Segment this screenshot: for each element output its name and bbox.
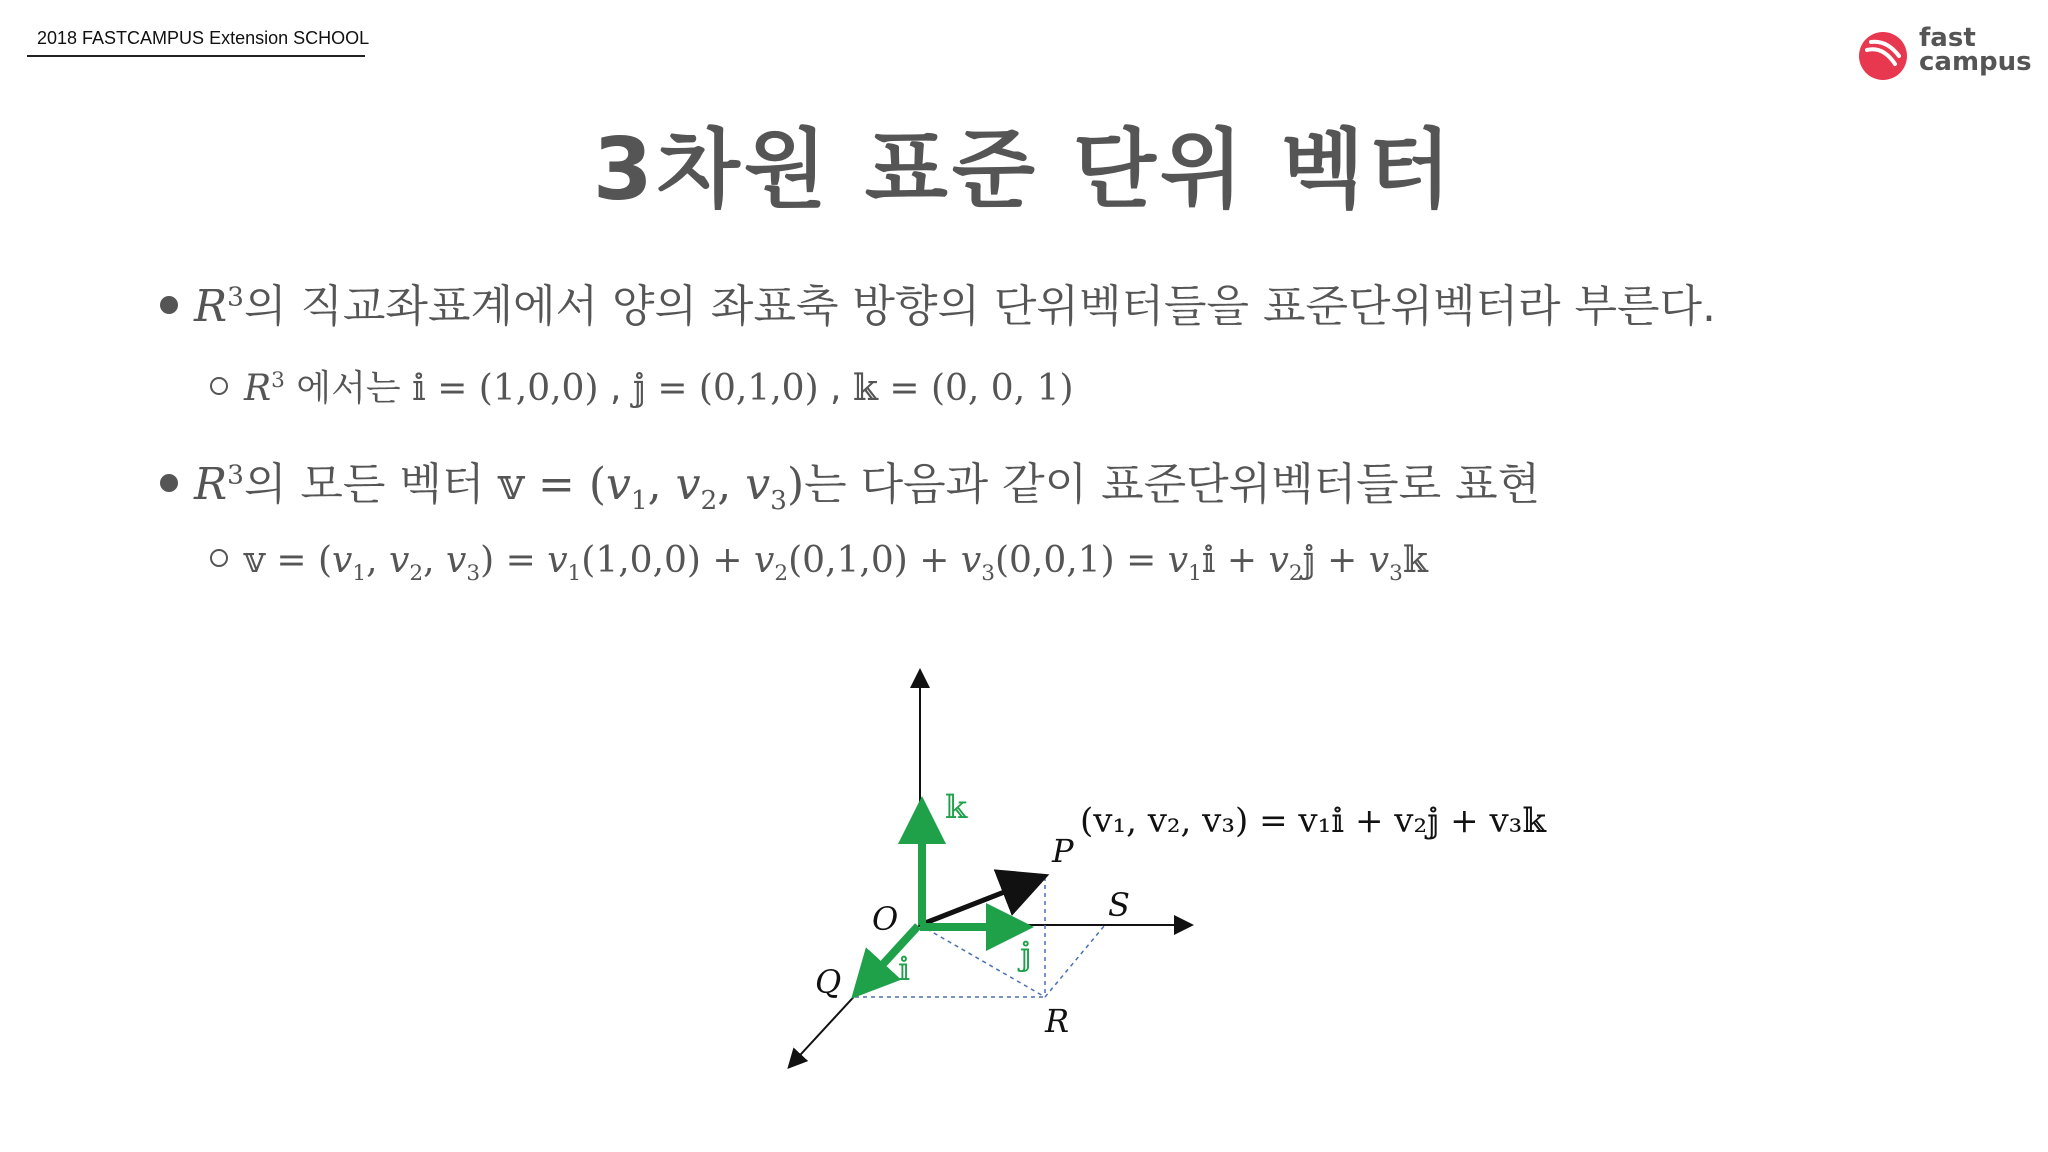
logo-line-2: campus (1919, 47, 2032, 77)
course-label: 2018 FASTCAMPUS Extension SCHOOL (37, 28, 370, 48)
bullet-2: $R^3$의 모든 벡터 𝕧 = ($v_1$, $v_2$, $v_3$)는 다음과 같이 표준단위벡터들로 표현 (160, 448, 1540, 516)
expansion-term-2: (0,1,0) + (788, 540, 961, 581)
label-i: 𝕚 (898, 950, 911, 988)
sep-1: , (598, 368, 633, 409)
bullet-1-sub: $R^3$ 에서는 𝕚 = (1,0,0) , 𝕛 = (0,1,0) , 𝕜 = (0, 0, 1) (210, 360, 1074, 411)
j-equation: 𝕛 = (0,1,0) (632, 368, 819, 409)
v-vector: 𝕧 = ( (498, 459, 606, 510)
expansion-lhs: 𝕧 = ( (244, 540, 333, 581)
expansion-term-1: (1,0,0) + (581, 540, 755, 581)
label-k: 𝕜 (945, 788, 968, 826)
vector-op (920, 878, 1040, 925)
sep-2: , (818, 368, 853, 409)
label-r: R (1045, 1002, 1070, 1040)
label-j: 𝕛 (1020, 935, 1032, 973)
label-s: S (1108, 886, 1130, 924)
label-o: O (872, 900, 899, 938)
bullet-1-text: 의 직교좌표계에서 양의 좌표축 방향의 단위벡터들을 표준단위벡터라 부른다. (243, 281, 1716, 332)
bullet-1: $R^3$의 직교좌표계에서 양의 좌표축 방향의 단위벡터들을 표준단위벡터라 부른다. (160, 270, 1716, 334)
k-equation: 𝕜 = (0, 0, 1) (852, 368, 1074, 409)
diagram-formula: (v₁, v₂, v₃) = v₁𝕚 + v₂𝕛 + v₃𝕜 (1080, 801, 1546, 841)
i-equation: 𝕚 = (1,0,0) (412, 368, 599, 409)
label-q: Q (815, 963, 842, 1001)
logo-line-1: fast (1919, 23, 1976, 53)
expansion-term-3: (0,0,1) = (994, 540, 1168, 581)
bullet-2-post: 는 다음과 같이 표준단위벡터들로 표현 (804, 459, 1541, 510)
bullet-2-pre: 의 모든 벡터 (243, 459, 499, 510)
slide-title: 3차원 표준 단위 벡터 (592, 120, 1456, 220)
label-p: P (1052, 832, 1074, 870)
bullet-1-sub-mid: 에서는 (284, 368, 413, 409)
bullet-2-sub: 𝕧 = ($v_1$, $v_2$, $v_3) = v_1(1,0,0) + v_2(0,1,0) + v_3(0,0,1)$ = $v_1𝕚$ + $v_2𝕛$ + $v_3𝕜$ (210, 540, 1428, 586)
